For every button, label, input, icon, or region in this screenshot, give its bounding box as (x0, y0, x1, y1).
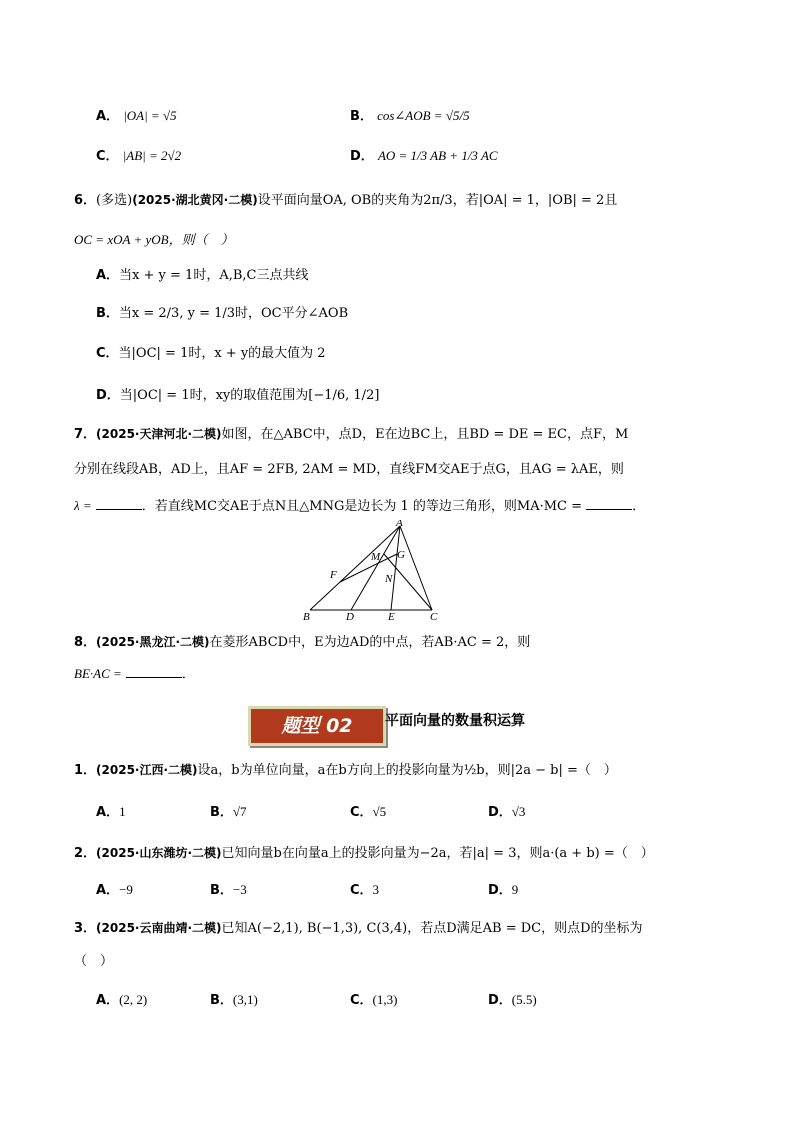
answer-blank-ma-mc[interactable] (586, 496, 632, 510)
q7-stem-line3: λ = ．若直线MC交AE于点N且△MNG是边长为 1 的等边三角形，则MA·MC = ． (74, 498, 646, 514)
s3-option-a: A．(2, 2) (96, 992, 148, 1008)
label-n: N (385, 573, 393, 585)
label-m: M (371, 551, 381, 563)
s3-option-d: D．(5.5) (488, 992, 537, 1008)
s3-option-b: B．(3,1) (210, 992, 258, 1008)
s1-stem: 1．(2025·江西·二模)设a，b为单位向量，a在b方向上的投影向量为½b，则|2a − b| =（ ） (74, 763, 617, 778)
s1-option-c: C．√5 (350, 804, 387, 820)
s1-option-a: A．1 (96, 804, 126, 820)
label-g: G (397, 549, 405, 561)
q7-source: (2025·天津河北·二模) (96, 427, 222, 441)
q5-option-a-text: |OA| = √5 (123, 108, 177, 123)
triangle-figure (300, 520, 450, 624)
q8-source: (2025·黑龙江·二模) (96, 635, 210, 649)
s3-stem-line2: （ ） (74, 954, 114, 969)
q5-option-d: D． AO = 1/3 AB + 1/3 AC (350, 148, 498, 164)
s2-option-b: B．−3 (210, 882, 247, 898)
s2-option-c: C．3 (350, 882, 380, 898)
label-e: E (388, 611, 395, 623)
side-ac (400, 526, 432, 610)
q7-stem-line2: 分别在线段AB，AD上，且AF = 2FB, 2AM = MD，直线FM交AE于点G，且AG = λAE，则 (74, 462, 624, 477)
s1-source: (2025·江西·二模) (96, 763, 198, 777)
label-c: C (430, 611, 438, 623)
q6-stem-line1: 6．(多选)(2025·湖北黄冈·二模)设平面向量OA, OB的夹角为2π/3，若|OA| = 1，|OB| = 2且 (74, 193, 618, 208)
q6-option-b: B．当x = 2/3, y = 1/3时，OC平分∠AOB (96, 306, 349, 321)
q5-option-a: A． |OA| = √5 (96, 108, 177, 124)
q6-source: (2025·湖北黄冈·二模) (132, 193, 258, 207)
label-b: B (303, 611, 310, 623)
q7-stem-line1: 7．(2025·天津河北·二模)如图，在△ABC中，点D，E在边BC上，且BD = DE = EC，点F，M (74, 427, 629, 442)
label-a: A (396, 520, 403, 529)
q6-option-a: A．当x + y = 1时，A,B,C三点共线 (96, 268, 309, 283)
s1-option-b: B．√7 (210, 804, 247, 820)
answer-blank-lambda[interactable] (96, 496, 142, 510)
q6-option-c: C．当|OC| = 1时，x + y的最大值为 2 (96, 346, 326, 361)
q6-stem-line2: OC = xOA + yOB，则（ ） (74, 232, 234, 247)
s2-option-d: D．9 (488, 882, 519, 898)
s2-source: (2025·山东潍坊·二模) (96, 846, 222, 860)
label-d: D (346, 611, 354, 623)
q5-option-d-text: AO = 1/3 AB + 1/3 AC (377, 148, 498, 163)
s3-stem: 3．(2025·云南曲靖·二模)已知A(−2,1), B(−1,3), C(3,4)，若点D满足AB = DC，则点D的坐标为 (74, 921, 643, 936)
q8-stem-line1: 8．(2025·黑龙江·二模)在菱形ABCD中，E为边AD的中点，若AB·AC = 2，则 (74, 635, 531, 650)
q5-option-b-text: cos∠AOB = √5/5 (377, 108, 470, 123)
s2-option-a: A．−9 (96, 882, 133, 898)
side-ab (310, 526, 400, 610)
label-f: F (330, 569, 337, 581)
q5-option-c-text: |AB| = 2√2 (122, 148, 182, 163)
q8-stem-line2: BE·AC = ． (74, 666, 195, 682)
s2-stem: 2．(2025·山东潍坊·二模)已知向量b在向量a上的投影向量为−2a，若|a| = 3，则a·(a + b) =（ ） (74, 846, 654, 861)
s3-option-c: C．(1,3) (350, 992, 398, 1008)
q5-option-c: C． |AB| = 2√2 (96, 148, 182, 164)
section-banner: 题型 02 (248, 706, 386, 746)
s1-option-d: D．√3 (488, 804, 526, 820)
s3-source: (2025·云南曲靖·二模) (96, 921, 222, 935)
q5-option-b: B． cos∠AOB = √5/5 (350, 108, 470, 124)
q6-option-d: D．当|OC| = 1时，xy的取值范围为[−1/6, 1/2] (96, 388, 380, 403)
answer-blank-be-ac[interactable] (126, 664, 182, 678)
section-title: 平面向量的数量积运算 (385, 713, 525, 729)
